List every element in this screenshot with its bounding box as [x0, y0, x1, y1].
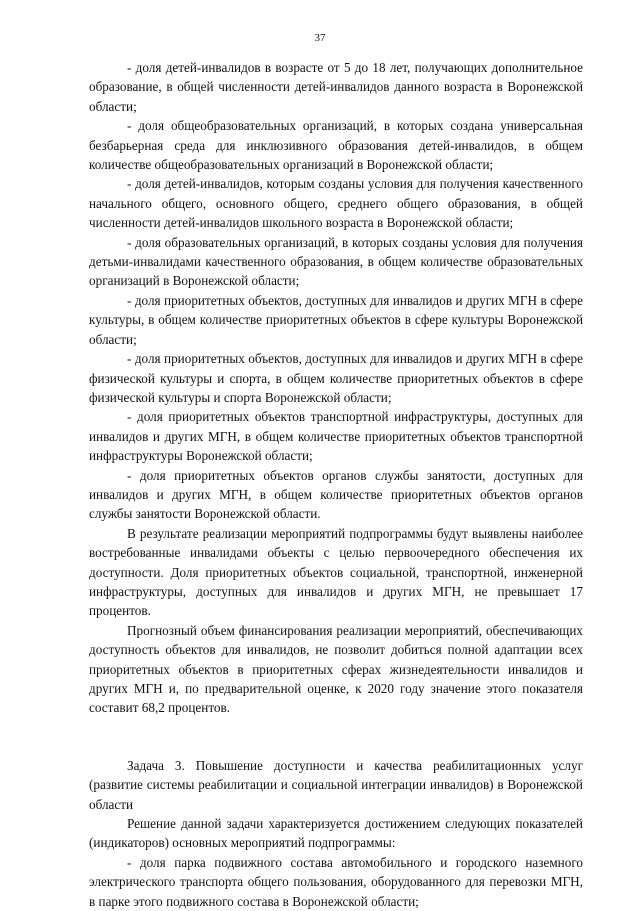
paragraph: - доля приоритетных объектов, доступных для инвалидов и других МГН в сфере культуры, в общем количестве приоритетных объектов в сфере культуры Воронежской области; — [89, 292, 583, 347]
page-number: 37 — [314, 32, 326, 44]
paragraph: - доля образовательных организаций, в которых созданы условия для получения детьми-инвалидами качественного образования, в общем количестве образовательных организаций в Воронежской области; — [89, 234, 583, 289]
document-body — [89, 58, 583, 911]
paragraph: - доля детей-инвалидов, которым созданы условия для получения качественного начального общего, основного общего, среднего общего образования, в общей численности детей-инвалидов школьного возраста в Воронежской области; — [89, 176, 583, 231]
paragraph: Решение данной задачи характеризуется достижением следующих показателей (индикаторов) основных мероприятий подпрограммы: — [89, 816, 583, 851]
paragraph: - доля приоритетных объектов органов службы занятости, доступных для инвалидов и других МГН, в общем количестве приоритетных объектов органов службы занятости Воронежской области. — [89, 467, 583, 522]
paragraph: - доля приоритетных объектов транспортной инфраструктуры, доступных для инвалидов и других МГН, в общем количестве приоритетных объектов транспортной инфраструктуры Воронежской области; — [89, 409, 583, 464]
section-heading: Задача 3. Повышение доступности и качества реабилитационных услуг (развитие системы реабилитации и социальной интеграции инвалидов) в Воронежской области — [89, 757, 583, 812]
section-gap — [89, 718, 583, 756]
paragraph: - доля парка подвижного состава автомобильного и городского наземного электрического транспорта общего пользования, оборудованного для перевозки МГН, в парке этого подвижного состава в Воронежской области; — [89, 854, 583, 909]
paragraph: - доля общеобразовательных организаций, в которых создана универсальная безбарьерная среда для инклюзивного образования детей-инвалидов, в общем количестве общеобразовательных организаций в Воронежской области; — [89, 118, 583, 173]
paragraph: В результате реализации мероприятий подпрограммы будут выявлены наиболее востребованные инвалидами объекты с целью первоочередного обеспечения их доступности. Доля приоритетных объектов социальной, транспортной, инженерной инфраструктуры, доступных для инвалидов и других МГН, не превышает 17 процентов. — [89, 525, 583, 619]
paragraph: - доля детей-инвалидов в возрасте от 5 до 18 лет, получающих дополнительное образование, в общей численности детей-инвалидов данного возраста в Воронежской области; — [89, 60, 583, 114]
paragraph: - доля приоритетных объектов, доступных для инвалидов и других МГН в сфере физической культуры и спорта, в общем количестве приоритетных объектов в сфере физической культуры и спорта Воронежской области; — [89, 351, 583, 405]
paragraph: Прогнозный объем финансирования реализации мероприятий, обеспечивающих доступность объектов для инвалидов, не позволит добиться полной адаптации всех приоритетных объектов в приоритетных сферах жизнедеятельности инвалидов и других МГН и, по предварительной оценке, к 2020 году значение этого показателя составит 68,2 процентов. — [89, 622, 583, 716]
